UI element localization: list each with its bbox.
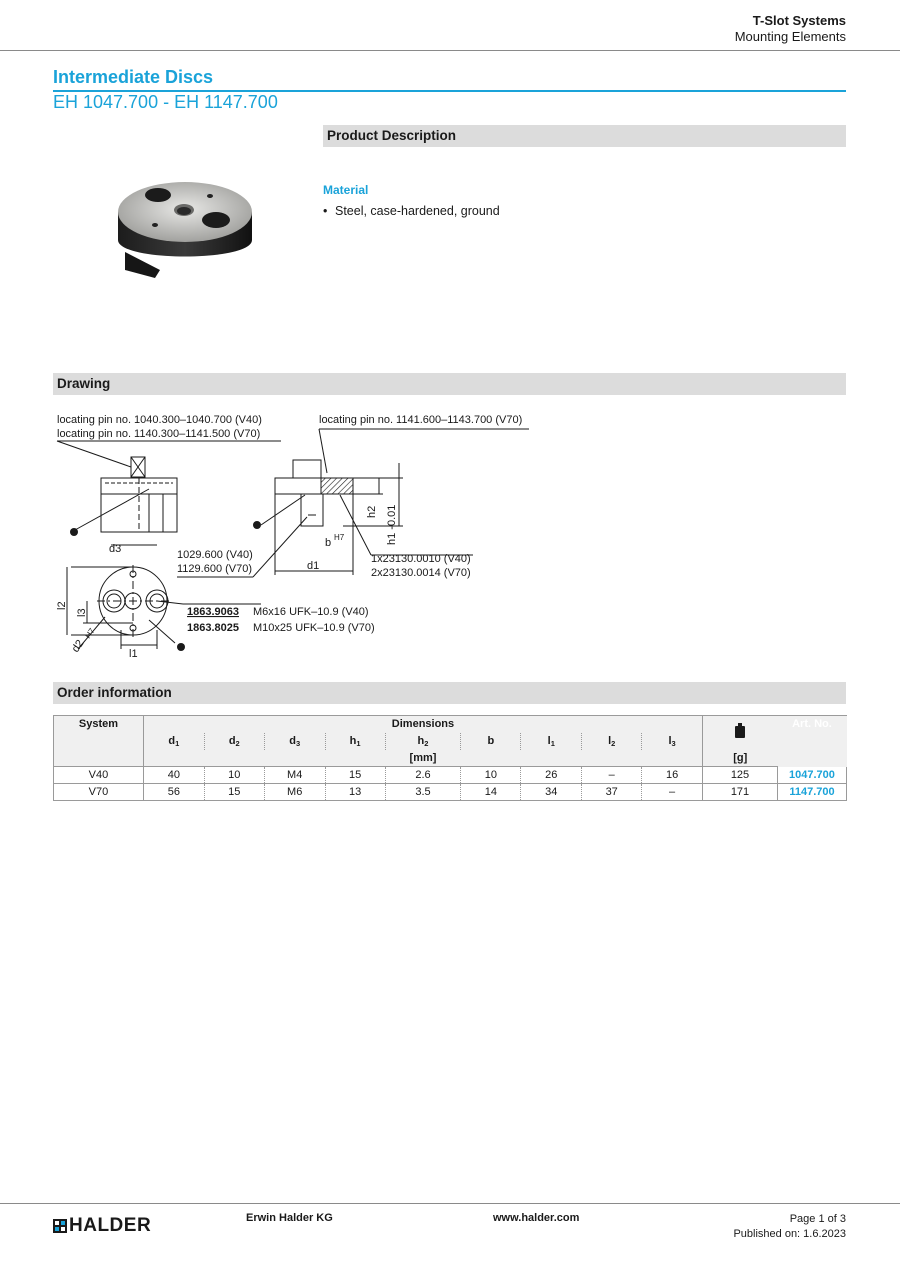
bullet-icon: •: [323, 204, 328, 218]
drawing-heading: Drawing: [53, 373, 846, 395]
label-ref1-v40: 1029.600 (V40): [177, 549, 253, 561]
header-category: T-Slot Systems: [752, 13, 846, 28]
cell-art-no[interactable]: 1147.700: [777, 784, 846, 801]
header-divider: [0, 50, 900, 51]
halder-logo: [53, 1215, 151, 1237]
cell-l3: 16: [642, 767, 703, 784]
col-h1: $h_1$: [325, 733, 385, 750]
label-b: b: [325, 537, 332, 549]
product-photo: [110, 170, 260, 285]
col-h2: $h_2$: [385, 733, 461, 750]
cell-h2: 2.6: [385, 767, 461, 784]
weight-icon: [734, 723, 746, 739]
material-item-text: Steel, case-hardened, ground: [335, 204, 500, 218]
cell-b: 14: [461, 784, 521, 801]
cell-d3: M6: [264, 784, 325, 801]
weld-symbol-icon: [177, 643, 185, 651]
label-screw1-spec: M6x16 UFK–10.9 (V40): [253, 606, 369, 618]
footer-page-info: [733, 1212, 846, 1242]
system-header: System: [54, 716, 144, 733]
weight-icon-header: [703, 716, 778, 750]
unit-g: [g]: [703, 750, 778, 767]
page-header: [735, 13, 846, 45]
cell-h2: 3.5: [385, 784, 461, 801]
label-screw1-no: 1863.9063: [187, 606, 239, 618]
label-d3: d3: [109, 543, 122, 555]
page-number: Page 1 of 3: [789, 1213, 846, 1225]
col-b: b: [461, 733, 521, 750]
technical-drawing: [53, 405, 533, 665]
cell-weight: 171: [703, 784, 778, 801]
label-ref1-v70: 1129.600 (V70): [177, 563, 253, 575]
table-header-row: [54, 716, 847, 733]
footer-website[interactable]: www.halder.com: [493, 1212, 580, 1224]
label-ref2-v40: 1x23130.0010 (V40): [371, 553, 471, 565]
unit-mm: [mm]: [143, 750, 702, 767]
label-pin-right: locating pin no. 1141.600–1143.700 (V70): [319, 414, 523, 426]
weld-symbol-icon: [70, 528, 78, 536]
cell-d2: 15: [204, 784, 264, 801]
label-l3: l3: [76, 608, 88, 617]
material-label: Material: [323, 183, 369, 197]
label-h2: h2: [366, 505, 378, 518]
label-d2: d2: [69, 637, 87, 655]
cell-b: 10: [461, 767, 521, 784]
product-description-heading: Product Description: [323, 125, 846, 147]
cell-d1: 40: [143, 767, 204, 784]
label-pin-v40: locating pin no. 1040.300–1040.700 (V40): [57, 414, 262, 426]
halder-logo-icon: [53, 1219, 67, 1233]
label-h1: h1 -0.01: [386, 504, 398, 545]
published-date: Published on: 1.6.2023: [733, 1228, 846, 1240]
cell-art-no[interactable]: 1047.700: [777, 767, 846, 784]
header-subcategory: Mounting Elements: [734, 29, 846, 44]
label-l2: l2: [56, 601, 68, 610]
label-screw2-spec: M10x25 UFK–10.9 (V70): [253, 622, 375, 634]
cell-l1: 26: [521, 767, 582, 784]
cell-h1: 13: [325, 784, 385, 801]
label-ref2-v70: 2x23130.0014 (V70): [371, 567, 471, 579]
col-d3: $d_3$: [264, 733, 325, 750]
col-l1: $l_1$: [521, 733, 582, 750]
brand-name: HALDER: [69, 1215, 152, 1236]
cell-weight: 125: [703, 767, 778, 784]
art-no-header: Art. No.: [777, 716, 846, 767]
col-l3: $l_3$: [642, 733, 703, 750]
page-title: Intermediate Discs: [53, 67, 214, 87]
cell-h1: 15: [325, 767, 385, 784]
footer-company: Erwin Halder KG: [246, 1212, 333, 1224]
cell-l2: –: [582, 767, 642, 784]
col-d1: $d_1$: [143, 733, 204, 750]
label-d1: d1: [307, 560, 320, 572]
label-l1: l1: [129, 648, 138, 660]
dimensions-header: Dimensions: [143, 716, 702, 733]
label-pin-v70: locating pin no. 1140.300–1141.500 (V70): [57, 428, 261, 440]
footer-divider: [0, 1203, 900, 1204]
weld-symbol-icon: [253, 521, 261, 529]
cell-d3: M4: [264, 767, 325, 784]
table-unit-row: [54, 750, 847, 767]
col-d2: $d_2$: [204, 733, 264, 750]
table-row: [54, 784, 847, 801]
cell-system: V70: [54, 784, 144, 801]
cell-l2: 37: [582, 784, 642, 801]
cell-l1: 34: [521, 784, 582, 801]
cell-d1: 56: [143, 784, 204, 801]
order-information-heading: Order information: [53, 682, 846, 704]
order-table: [53, 715, 847, 801]
product-range: EH 1047.700 - EH 1147.700: [53, 92, 278, 112]
cell-l3: –: [642, 784, 703, 801]
material-item: [323, 204, 500, 218]
label-b-tolerance: H7: [334, 533, 345, 542]
cell-system: V40: [54, 767, 144, 784]
label-d2-tolerance: H7: [83, 626, 97, 641]
cell-d2: 10: [204, 767, 264, 784]
col-l2: $l_2$: [582, 733, 642, 750]
label-screw2-no: 1863.8025: [187, 622, 239, 634]
table-row: [54, 767, 847, 784]
